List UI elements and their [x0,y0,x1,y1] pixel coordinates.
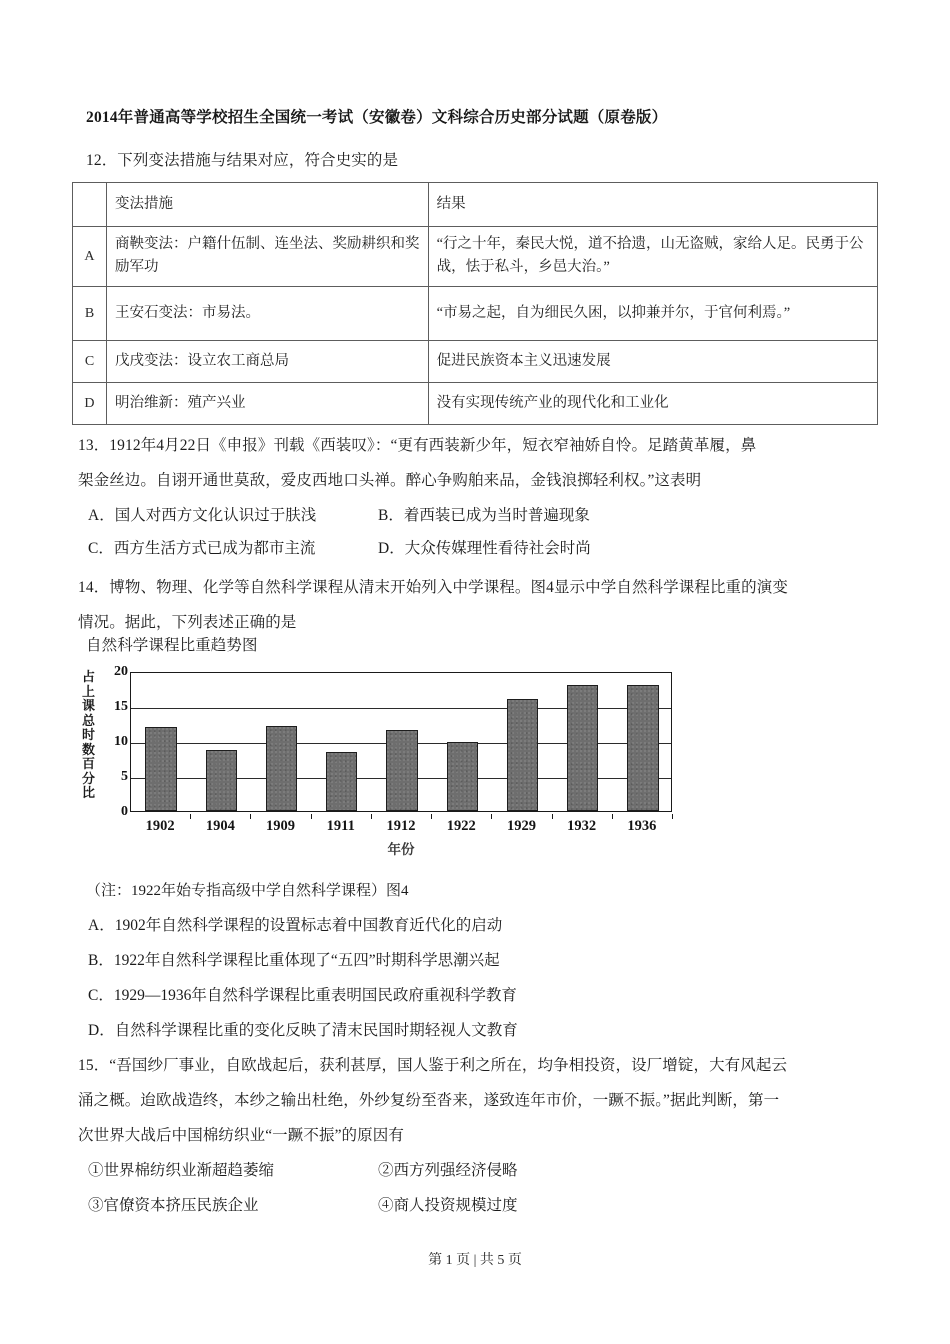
chart-bar [266,726,297,811]
option-13-b[interactable]: B．着西装已成为当时普遍现象 [378,507,590,524]
row-measure-a: 商鞅变法：户籍什伍制、连坐法、奖励耕织和奖励军功 [106,227,428,287]
table-row [73,227,878,287]
option-15-1[interactable]: ①世界棉纺织业渐超趋萎缩 [88,1162,275,1179]
chart-y-ticks [98,662,128,819]
row-letter-b: B [73,287,107,341]
x-axis-tick-mark [612,814,613,819]
y-axis-label-char: 课 [81,698,95,713]
y-axis-tick-label: 20 [114,664,128,679]
y-axis-label-char: 比 [81,785,95,800]
page-title: 2014年普通高等学校招生全国统一考试（安徽卷）文科综合历史部分试题（原卷版） [86,109,668,126]
option-15-4[interactable]: ④商人投资规模过度 [378,1197,518,1214]
chart-bar [507,699,538,811]
x-axis-tick-label: 1911 [326,818,355,834]
x-axis-tick-label: 1912 [386,818,416,834]
chart-bar [326,752,357,812]
table-row [73,341,878,383]
question-15-stem [78,1048,787,1153]
y-axis-label-char: 数 [81,741,95,757]
y-axis-tick-label: 0 [121,804,128,819]
row-result-d: 没有实现传统产业的现代化和工业化 [428,383,877,425]
row-result-a: “行之十年，秦民大悦，道不拾遗，山无盗贼，家给人足。民勇于公战，怯于私斗，乡邑大治。” [428,227,877,287]
x-axis-tick-label: 1929 [506,818,536,834]
chart-x-axis-label: 年份 [387,842,415,857]
x-axis-tick-label: 1909 [266,818,296,834]
option-14-c[interactable]: C．1929—1936年自然科学课程比重表明国民政府重视科学教育 [88,987,517,1004]
row-letter-c: C [73,341,107,383]
question-13-line-1: 13．1912年4月22日《申报》刊载《西装叹》：“更有西装新少年，短衣窄袖娇自怜。足踏黄革履，鼻 [78,437,757,454]
variation-measures-table [72,182,878,425]
option-14-a[interactable]: A．1902年自然科学课程的设置标志着中国教育近代化的启动 [88,917,503,934]
y-axis-tick-label: 15 [114,699,128,714]
chart-bar [386,730,417,811]
x-axis-tick-mark [190,814,191,819]
x-axis-tick-label: 1902 [145,818,175,834]
row-measure-b: 王安石变法：市易法。 [106,287,428,341]
option-13-d[interactable]: D．大众传媒理性看待社会时尚 [378,540,591,557]
option-13-c[interactable]: C．西方生活方式已成为都市主流 [88,540,316,557]
question-12-stem: 12．下列变法措施与结果对应，符合史实的是 [86,152,399,169]
x-axis-tick-mark [552,814,553,819]
y-axis-label-char: 上 [81,683,95,699]
chart-bar [447,742,478,811]
y-axis-tick-label: 10 [114,734,128,749]
row-result-b: “市易之起，自为细民久困，以抑兼并尔，于官何利焉。” [428,287,877,341]
header-cell-result: 结果 [428,183,877,227]
row-measure-c: 戊戌变法：设立农工商总局 [106,341,428,383]
row-letter-a: A [73,227,107,287]
question-13-line-2: 架金丝边。自诩开通世莫敌，爱皮西地口头禅。醉心争购舶来品，金钱浪掷轻利权。”这表明 [78,472,702,489]
x-axis-tick-label: 1904 [205,818,235,834]
option-13-a[interactable]: A．国人对西方文化认识过于肤浅 [88,507,317,524]
x-axis-tick-mark [431,814,432,819]
question-15-line-3: 次世界大战后中国棉纺织业“一蹶不振”的原因有 [78,1127,404,1144]
y-axis-label-char: 分 [81,770,95,786]
question-15-line-1: 15．“吾国纱厂事业，自欧战起后，获利甚厚，国人鉴于利之所在，均争相投资，设厂增锭，大有风起云 [78,1057,788,1074]
y-axis-tick-label: 5 [121,769,128,784]
table-row [73,383,878,425]
y-axis-label-char: 总 [81,712,95,728]
row-letter-d: D [73,383,107,425]
table-row [73,287,878,341]
x-axis-tick-label: 1932 [567,818,597,834]
x-axis-tick-label: 1936 [627,818,657,834]
option-15-2[interactable]: ②西方列强经济侵略 [378,1162,518,1179]
option-14-b[interactable]: B．1922年自然科学课程比重体现了“五四”时期科学思潮兴起 [88,952,500,969]
x-axis-tick-mark [672,814,673,819]
chart-plot-area [130,672,672,812]
y-axis-label-char: 占 [81,669,95,684]
x-axis-tick-mark [491,814,492,819]
chart-bar [627,685,658,811]
chart-x-ticks [130,814,672,838]
chart-bar [567,685,598,811]
natural-science-curriculum-bar-chart [78,662,678,867]
row-result-c: 促进民族资本主义迅速发展 [428,341,877,383]
header-cell-measure: 变法措施 [106,183,428,227]
question-15-line-2: 涌之概。迨欧战造终，本纱之输出杜绝，外纱复纷至沓来，遂致连年市价，一蹶不振。”据此判断，第一 [78,1092,780,1109]
chart-caption: 自然科学课程比重趋势图 [86,637,258,654]
chart-y-axis-label [80,670,97,801]
option-14-d[interactable]: D．自然科学课程比重的变化反映了清末民国时期轻视人文教育 [88,1022,518,1039]
x-axis-tick-mark [250,814,251,819]
row-measure-d: 明治维新：殖产兴业 [106,383,428,425]
chart-bar [145,727,176,811]
question-13-stem [78,428,756,498]
header-cell-letter [73,183,107,227]
chart-bar [206,750,237,811]
y-axis-label-char: 百 [81,756,95,771]
option-15-3[interactable]: ③官僚资本挤压民族企业 [88,1197,259,1214]
question-14-line-2: 情况。据此，下列表述正确的是 [78,614,297,631]
question-14-line-1: 14．博物、物理、化学等自然科学课程从清末开始列入中学课程。图4显示中学自然科学课程比重的演变 [78,579,788,596]
y-axis-label-char: 时 [81,727,95,742]
x-axis-tick-mark [371,814,372,819]
table-header-row [73,183,878,227]
page-footer: 第 1 页 | 共 5 页 [428,1253,522,1268]
x-axis-tick-mark [311,814,312,819]
figure-note: （注：1922年始专指高级中学自然科学课程）图4 [86,883,409,899]
x-axis-tick-label: 1922 [446,818,476,834]
